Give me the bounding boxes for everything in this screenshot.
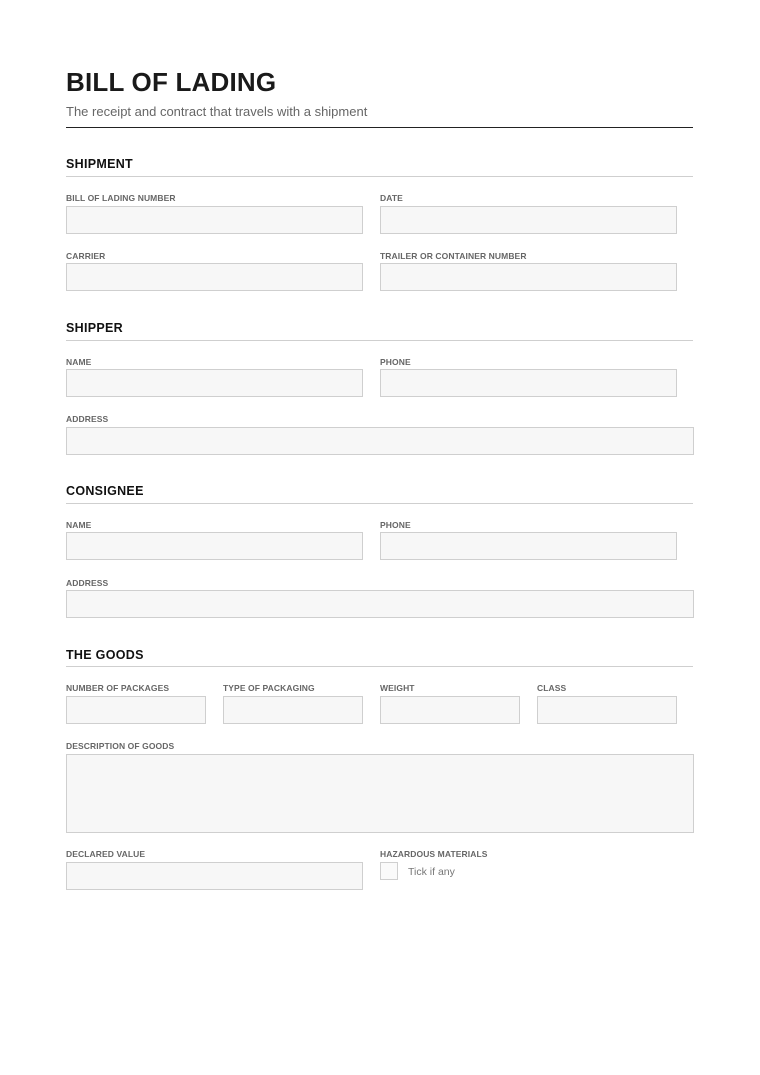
header: [66, 66, 693, 120]
packaging-type-label: TYPE OF PACKAGING: [223, 683, 315, 693]
class-label: CLASS: [537, 683, 567, 693]
declared-value-field[interactable]: [66, 862, 363, 890]
shipper-name-field[interactable]: [66, 369, 363, 397]
section-title-shipper: SHIPPER: [66, 321, 123, 335]
bol-number-field[interactable]: [66, 206, 363, 234]
section-divider-shipment: [66, 176, 693, 177]
shipper-address-field[interactable]: [66, 427, 694, 455]
weight-field[interactable]: [380, 696, 520, 724]
hazmat-checkbox-text: Tick if any: [408, 866, 455, 878]
header-divider: [66, 127, 693, 128]
section-title-shipment: SHIPMENT: [66, 157, 133, 171]
shipper-name-label: NAME: [66, 357, 92, 367]
bol-number-label: BILL OF LADING NUMBER: [66, 193, 176, 203]
page-subtitle: The receipt and contract that travels with a shipment: [66, 104, 368, 119]
section-divider-shipper: [66, 340, 693, 341]
section-title-goods: THE GOODS: [66, 648, 144, 662]
date-field[interactable]: [380, 206, 677, 234]
class-field[interactable]: [537, 696, 677, 724]
page-title: BILL OF LADING: [66, 67, 277, 97]
packages-count-field[interactable]: [66, 696, 206, 724]
shipper-phone-label: PHONE: [380, 357, 411, 367]
hazmat-label: HAZARDOUS MATERIALS: [380, 849, 488, 859]
shipper-phone-field[interactable]: [380, 369, 677, 397]
shipper-address-label: ADDRESS: [66, 414, 109, 424]
section-divider-goods: [66, 666, 693, 667]
packaging-type-field[interactable]: [223, 696, 363, 724]
consignee-phone-field[interactable]: [380, 532, 677, 560]
trailer-number-field[interactable]: [380, 263, 677, 291]
weight-label: WEIGHT: [380, 683, 415, 693]
consignee-address-label: ADDRESS: [66, 578, 109, 588]
consignee-name-field[interactable]: [66, 532, 363, 560]
carrier-label: CARRIER: [66, 251, 106, 261]
consignee-phone-label: PHONE: [380, 520, 411, 530]
date-label: DATE: [380, 193, 403, 203]
section-title-consignee: CONSIGNEE: [66, 484, 144, 498]
hazmat-checkbox[interactable]: [380, 862, 398, 880]
trailer-number-label: TRAILER OR CONTAINER NUMBER: [380, 251, 527, 261]
consignee-address-field[interactable]: [66, 590, 694, 618]
description-label: DESCRIPTION OF GOODS: [66, 741, 175, 751]
carrier-field[interactable]: [66, 263, 363, 291]
consignee-name-label: NAME: [66, 520, 92, 530]
description-textarea[interactable]: [66, 754, 694, 833]
declared-value-label: DECLARED VALUE: [66, 849, 146, 859]
section-divider-consignee: [66, 503, 693, 504]
packages-count-label: NUMBER OF PACKAGES: [66, 683, 170, 693]
